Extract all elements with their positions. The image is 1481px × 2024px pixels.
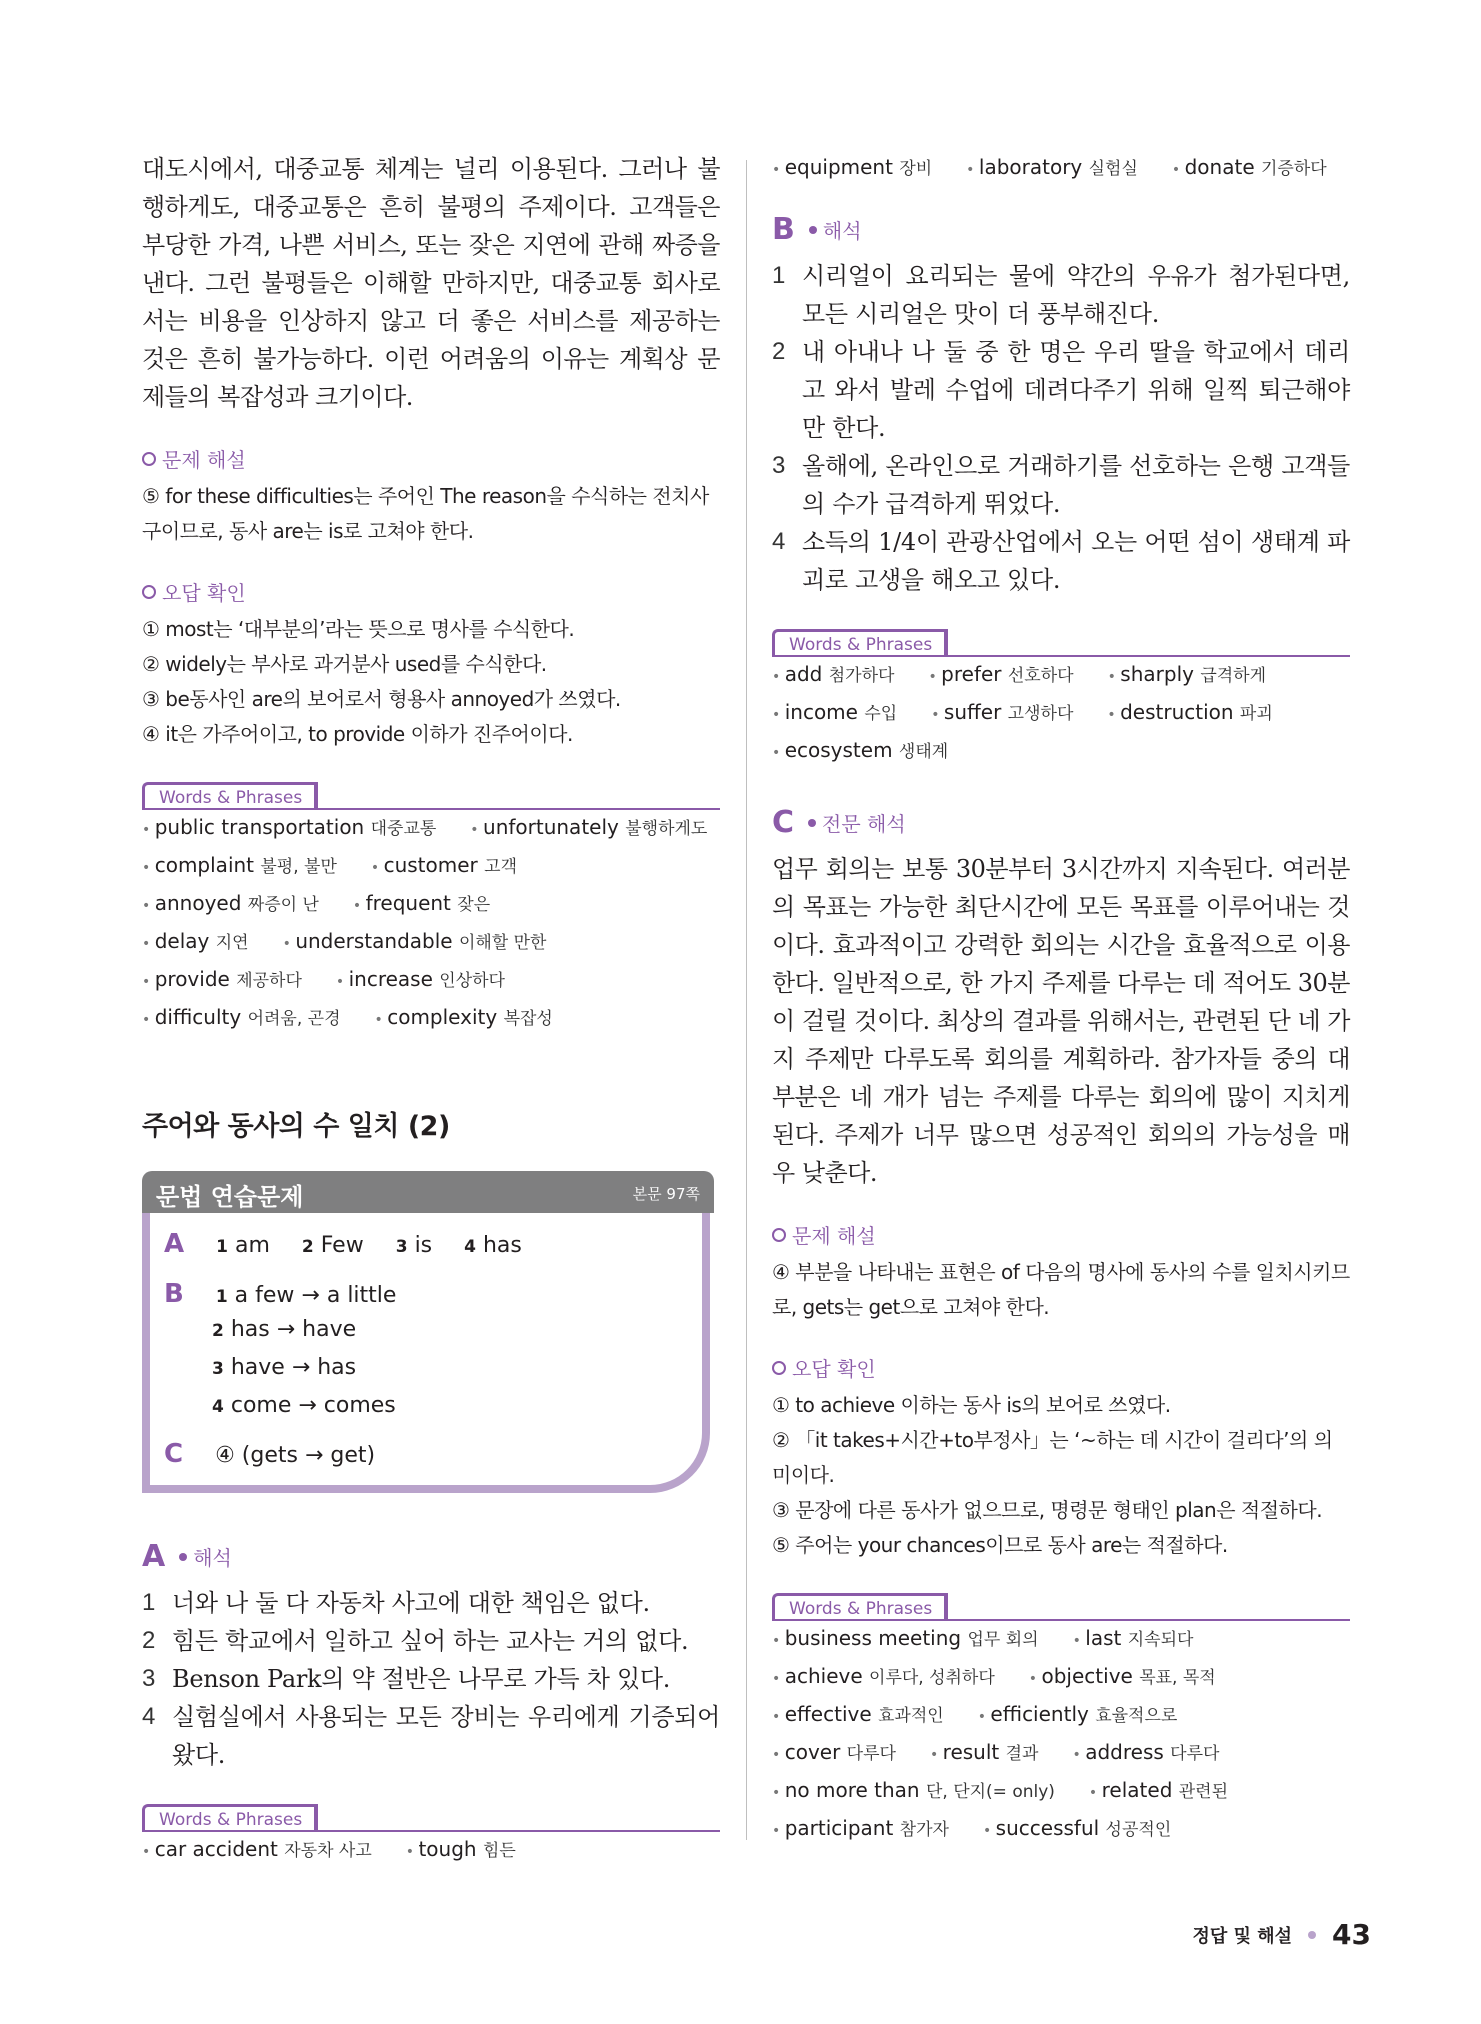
vocab-korean: 효율적으로 — [1095, 1706, 1178, 1726]
words-phrases-tab: Words & Phrases — [142, 1804, 314, 1831]
footer-label: 정답 및 해설 — [1192, 1925, 1293, 1947]
vocab-entry — [772, 1697, 944, 1735]
grammar-practice-box — [142, 1171, 714, 1505]
vocab-entry — [1029, 1659, 1216, 1697]
vocab-english: laboratory — [978, 155, 1089, 179]
words-phrases-box — [772, 629, 1350, 771]
vocab-korean: 잦은 — [457, 895, 491, 915]
vocab-english: participant — [784, 1816, 900, 1840]
words-phrases-row — [142, 810, 720, 848]
words-phrases-row — [772, 1659, 1350, 1697]
wrong-answer-item: ⑤ 주어는 your chances이므로 동사 are는 적절하다. — [772, 1533, 1228, 1557]
vocab-english: ecosystem — [784, 738, 899, 762]
wrong-answer-item: ③ 문장에 다른 동사가 없으므로, 명령문 형태인 plan은 적절하다. — [772, 1498, 1323, 1522]
vocab-korean: 힘든 — [482, 1841, 516, 1861]
vocab-entry — [772, 1811, 949, 1849]
list-item: 2 힘든 학교에서 일하고 싶어 하는 교사는 거의 없다. — [142, 1627, 689, 1655]
page-footer — [1193, 1918, 1371, 1951]
vocab-english: no more than — [784, 1778, 926, 1802]
vocab-korean: 다루다 — [846, 1744, 896, 1764]
vocab-english: cover — [784, 1740, 847, 1764]
vocab-korean: 급격하게 — [1200, 666, 1267, 686]
words-phrases-header — [772, 629, 1350, 657]
vocab-entry — [353, 886, 490, 924]
words-phrases-header — [142, 782, 720, 810]
vocab-english: customer — [383, 853, 485, 877]
vocab-english: destruction — [1120, 700, 1240, 724]
vocab-korean: 짜증이 난 — [247, 895, 319, 915]
words-phrases-rule — [772, 655, 1350, 657]
vocab-korean: 이해할 만한 — [458, 933, 547, 953]
wrong-answer-item: ④ it은 가주어이고, to provide 이하가 진주어이다. — [142, 722, 573, 746]
words-phrases-row — [772, 1773, 1350, 1811]
words-phrases-row — [142, 1000, 720, 1038]
vocab-korean: 선호하다 — [1007, 666, 1074, 686]
vocab-english: income — [784, 700, 865, 724]
ring-bullet-icon — [142, 585, 156, 599]
vocab-entry — [772, 695, 897, 733]
vocab-korean: 단, 단지(= only) — [925, 1782, 1055, 1802]
words-phrases-box — [142, 1804, 720, 1870]
vocab-entry — [772, 733, 948, 771]
words-phrases-box — [772, 1593, 1350, 1849]
vocab-english: add — [784, 662, 829, 686]
words-phrases-row — [772, 1811, 1350, 1849]
list-item: 1 너와 나 둘 다 자동차 사고에 대한 책임은 없다. — [142, 1589, 650, 1617]
vocab-english: related — [1101, 1778, 1179, 1802]
list-item: 3 Benson Park의 약 절반은 나무로 가득 차 있다. — [142, 1665, 671, 1693]
wrong-answer-item: ③ be동사인 are의 보어로서 형용사 annoyed가 쓰였다. — [142, 687, 621, 711]
answer-row-b: 3 have → has — [212, 1355, 357, 1380]
vocab-entry — [142, 1000, 341, 1038]
list-item: 3 올해에, 온라인으로 거래하기를 선호하는 은행 고객들의 수가 급격하게 뛰었다. — [772, 452, 1350, 518]
translation-list-a — [142, 1584, 720, 1774]
vocab-english: delay — [154, 929, 216, 953]
intro-translation: 대도시에서, 대중교통 체계는 널리 이용된다. 그러나 불행하게도, 대중교통은 흔히 불평의 주제이다. 고객들은 부당한 가격, 나쁜 서비스, 또는 잦은 지연에 관해 짜증을 낸다. 그런 불평들은 이해할 만하지만, 대중교통 회사로서는 비용을 인상하지 않고 더 좋은 서비스를 제공하는 것은 흔히 불가능하다. 이런 어려움의 이유는 계획상 문제들의 복잡성과 크기이다. — [142, 155, 720, 411]
words-phrases-tab: Words & Phrases — [772, 629, 944, 656]
vocab-korean: 고객 — [484, 857, 517, 877]
list-item: 1 시리얼이 요리되는 물에 약간의 우유가 첨가된다면, 모든 시리얼은 맛이 더 풍부해진다. — [772, 262, 1350, 328]
answer-row-b: 4 come → comes — [212, 1393, 396, 1418]
vocab-english: complexity — [387, 1005, 504, 1029]
vocab-english: understandable — [295, 929, 459, 953]
vocab-korean: 첨가하다 — [828, 666, 895, 686]
vocab-korean: 실험실 — [1088, 159, 1138, 179]
vocab-korean: 참가자 — [899, 1820, 949, 1840]
vocab-entry — [928, 657, 1073, 695]
vocab-entry — [772, 657, 894, 695]
vocab-english: frequent — [365, 891, 458, 915]
right-column — [772, 150, 1350, 1849]
vocab-entry — [930, 1735, 1039, 1773]
vocab-entry — [772, 1735, 896, 1773]
dot-bullet-icon — [179, 1553, 187, 1561]
words-phrases-box — [142, 782, 720, 1038]
vocab-korean: 인상하다 — [439, 971, 505, 991]
words-phrases-header — [142, 1804, 720, 1832]
section-title: 주어와 동사의 수 일치 (2) — [142, 1111, 450, 1142]
wrong-answer-item: ① to achieve 이하는 동사 is의 보어로 쓰였다. — [772, 1393, 1171, 1417]
vocab-english: result — [942, 1740, 1006, 1764]
words-phrases-row — [142, 886, 720, 924]
vocab-english: tough — [418, 1837, 483, 1861]
vocab-korean: 불평, 불만 — [260, 857, 337, 877]
words-phrases-tab: Words & Phrases — [142, 782, 314, 809]
vocab-entry — [406, 1832, 516, 1870]
vocab-english: address — [1085, 1740, 1171, 1764]
vocab-korean: 결과 — [1005, 1744, 1039, 1764]
vocab-korean: 효과적인 — [878, 1706, 944, 1726]
vocab-english: objective — [1041, 1664, 1140, 1688]
vocab-korean: 관련된 — [1178, 1782, 1229, 1802]
vocab-entry — [772, 1773, 1055, 1811]
vocab-english: sharply — [1120, 662, 1201, 686]
grammar-box-title: 문법 연습문제 — [156, 1183, 304, 1211]
vocab-entry — [283, 924, 547, 962]
answer-row-c: C ④ (gets → get) — [164, 1439, 376, 1469]
words-phrases-row — [772, 695, 1350, 733]
problem-explanation-text: ⑤ for these difficulties는 주어인 The reason을 수식하는 전치사구이므로, 동사 are는 is로 고쳐야 한다. — [142, 484, 709, 543]
words-phrases-row — [772, 733, 1350, 771]
left-column — [142, 150, 720, 1870]
vocab-english: difficulty — [154, 1005, 248, 1029]
vocab-entry — [142, 886, 319, 924]
vocab-entry — [375, 1000, 553, 1038]
vocab-korean: 성공적인 — [1105, 1820, 1172, 1840]
vocab-english: achieve — [784, 1664, 870, 1688]
vocab-entry — [142, 848, 337, 886]
vocab-entry — [1108, 657, 1266, 695]
vocab-english: public transportation — [154, 815, 371, 839]
vocab-korean: 생태계 — [898, 742, 949, 762]
vocab-korean: 고생하다 — [1007, 704, 1074, 724]
vocab-entry — [1072, 1735, 1219, 1773]
vocab-entry — [470, 810, 707, 848]
vocab-entry — [142, 1832, 372, 1870]
vocab-entry — [983, 1811, 1171, 1849]
words-phrases-row — [772, 1697, 1350, 1735]
words-phrases-rule — [142, 1830, 720, 1832]
vocab-entry — [1107, 695, 1272, 733]
problem-explanation-heading: 문제 해설 — [772, 1220, 1350, 1249]
vocab-korean: 수입 — [864, 704, 898, 724]
words-phrases-row — [772, 1735, 1350, 1773]
answer-row-a: A 1 am 2 Few 3 is 4 has — [164, 1229, 522, 1259]
column-divider — [746, 160, 747, 1840]
vocab-entry — [1073, 1621, 1194, 1659]
translation-heading-a: A 해석 — [142, 1539, 232, 1574]
dot-bullet-icon — [809, 226, 817, 234]
vocab-entry — [142, 962, 302, 1000]
words-phrases-row — [142, 848, 720, 886]
grammar-box-body — [142, 1213, 710, 1493]
vocab-english: donate — [1184, 155, 1261, 179]
vocab-korean: 자동차 사고 — [284, 1841, 372, 1861]
translation-list-b — [772, 257, 1350, 599]
vocab-entry — [142, 810, 436, 848]
vocab-entry — [1172, 150, 1327, 188]
vocab-entry — [142, 924, 249, 962]
vocab-english: business meeting — [784, 1626, 968, 1650]
vocab-english: annoyed — [154, 891, 248, 915]
grammar-box-page-ref: 본문 97쪽 — [632, 1185, 700, 1203]
vocab-korean: 다루다 — [1170, 1744, 1220, 1764]
vocab-english: car accident — [154, 1837, 285, 1861]
vocab-korean: 어려움, 곤경 — [247, 1009, 341, 1029]
vocab-entry — [966, 150, 1138, 188]
vocab-entry — [772, 1659, 995, 1697]
vocab-english: equipment — [784, 155, 900, 179]
answer-row-b: B 1 a few → a little — [164, 1279, 397, 1309]
page-number: 43 — [1332, 1918, 1371, 1951]
vocab-korean: 불행하게도 — [625, 819, 708, 839]
translation-heading-b: B 해석 — [772, 212, 862, 247]
vocab-korean: 이루다, 성취하다 — [869, 1668, 995, 1688]
problem-explanation-heading: 문제 해설 — [142, 444, 720, 473]
list-item: 4 소득의 1/4이 관광산업에서 오는 어떤 섬이 생태계 파괴로 고생을 해오고 있다. — [772, 528, 1350, 594]
words-phrases-row — [772, 657, 1350, 695]
translation-heading-c: C 전문 해석 — [772, 805, 906, 840]
words-phrases-tab: Words & Phrases — [772, 1593, 944, 1620]
vocab-korean: 업무 회의 — [967, 1630, 1039, 1650]
vocab-english: efficiently — [990, 1702, 1096, 1726]
vocab-entry — [978, 1697, 1178, 1735]
vocab-english: suffer — [943, 700, 1008, 724]
words-phrases-continued — [772, 150, 1350, 188]
vocab-english: last — [1085, 1626, 1128, 1650]
words-phrases-rule — [142, 808, 720, 810]
vocab-english: unfortunately — [483, 815, 626, 839]
vocab-english: effective — [784, 1702, 878, 1726]
vocab-korean: 기증하다 — [1260, 159, 1327, 179]
ring-bullet-icon — [772, 1228, 786, 1242]
list-item: 4 실험실에서 사용되는 모든 장비는 우리에게 기증되어 왔다. — [142, 1703, 720, 1769]
wrong-answer-item: ② widely는 부사로 과거분사 used를 수식한다. — [142, 652, 547, 676]
vocab-entry — [371, 848, 517, 886]
vocab-korean: 대중교통 — [370, 819, 437, 839]
wrong-answer-item: ② 「it takes+시간+to부정사」는 ‘~하는 데 시간이 걸리다’의 의미이다. — [772, 1428, 1333, 1487]
vocab-korean: 지속되다 — [1127, 1630, 1194, 1650]
words-phrases-row — [142, 962, 720, 1000]
words-phrases-row — [772, 150, 1350, 188]
wrong-answer-heading: 오답 확인 — [142, 577, 720, 606]
vocab-korean: 복잡성 — [503, 1009, 553, 1029]
dot-separator-icon — [1308, 1931, 1316, 1939]
dot-bullet-icon — [808, 819, 816, 827]
vocab-korean: 제공하다 — [236, 971, 302, 991]
full-translation-c: 업무 회의는 보통 30분부터 3시간까지 지속된다. 여러분의 목표는 가능한 최단시간에 모든 목표를 이루어내는 것이다. 효과적이고 강력한 회의는 시간을 효율적으로 이용한다. 일반적으로, 한 가지 주제를 다루는 데 적어도 30분이 걸릴 것이다. 최상의 결과를 위해서는, 관련된 단 네 가지 주제만 다루도록 회의를 계획하라. 참가자들 중의 대부분은 네 개가 넘는 주제를 다루는 회의에 많이 지치게 된다. 주제가 너무 많으면 성공적인 회의의 가능성을 매우 낮춘다. — [772, 855, 1350, 1187]
words-phrases-row — [142, 924, 720, 962]
words-phrases-row — [142, 1832, 720, 1870]
ring-bullet-icon — [772, 1361, 786, 1375]
vocab-entry — [772, 1621, 1039, 1659]
list-item: 2 내 아내나 나 둘 중 한 명은 우리 딸을 학교에서 데리고 와서 발레 수업에 데려다주기 위해 일찍 퇴근해야만 한다. — [772, 338, 1350, 442]
ring-bullet-icon — [142, 452, 156, 466]
vocab-english: prefer — [941, 662, 1008, 686]
words-phrases-header — [772, 1593, 1350, 1621]
vocab-korean: 지연 — [215, 933, 249, 953]
wrong-answer-item: ① most는 ‘대부분의’라는 뜻으로 명사를 수식한다. — [142, 617, 575, 641]
problem-explanation-text: ④ 부분을 나타내는 표현은 of 다음의 명사에 동사의 수를 일치시키므로, gets는 get으로 고쳐야 한다. — [772, 1260, 1350, 1319]
vocab-english: successful — [995, 1816, 1106, 1840]
vocab-korean: 장비 — [899, 159, 933, 179]
vocab-english: provide — [154, 967, 237, 991]
vocab-korean: 목표, 목적 — [1139, 1668, 1216, 1688]
grammar-box-header — [142, 1171, 714, 1213]
vocab-entry — [1089, 1773, 1228, 1811]
vocab-korean: 파괴 — [1239, 704, 1273, 724]
vocab-english: increase — [348, 967, 440, 991]
vocab-english: complaint — [154, 853, 261, 877]
words-phrases-rule — [772, 1619, 1350, 1621]
wrong-answer-heading: 오답 확인 — [772, 1353, 1350, 1382]
vocab-entry — [336, 962, 505, 1000]
vocab-entry — [772, 150, 932, 188]
vocab-entry — [931, 695, 1073, 733]
words-phrases-row — [772, 1621, 1350, 1659]
answer-row-b: 2 has → have — [212, 1317, 357, 1342]
